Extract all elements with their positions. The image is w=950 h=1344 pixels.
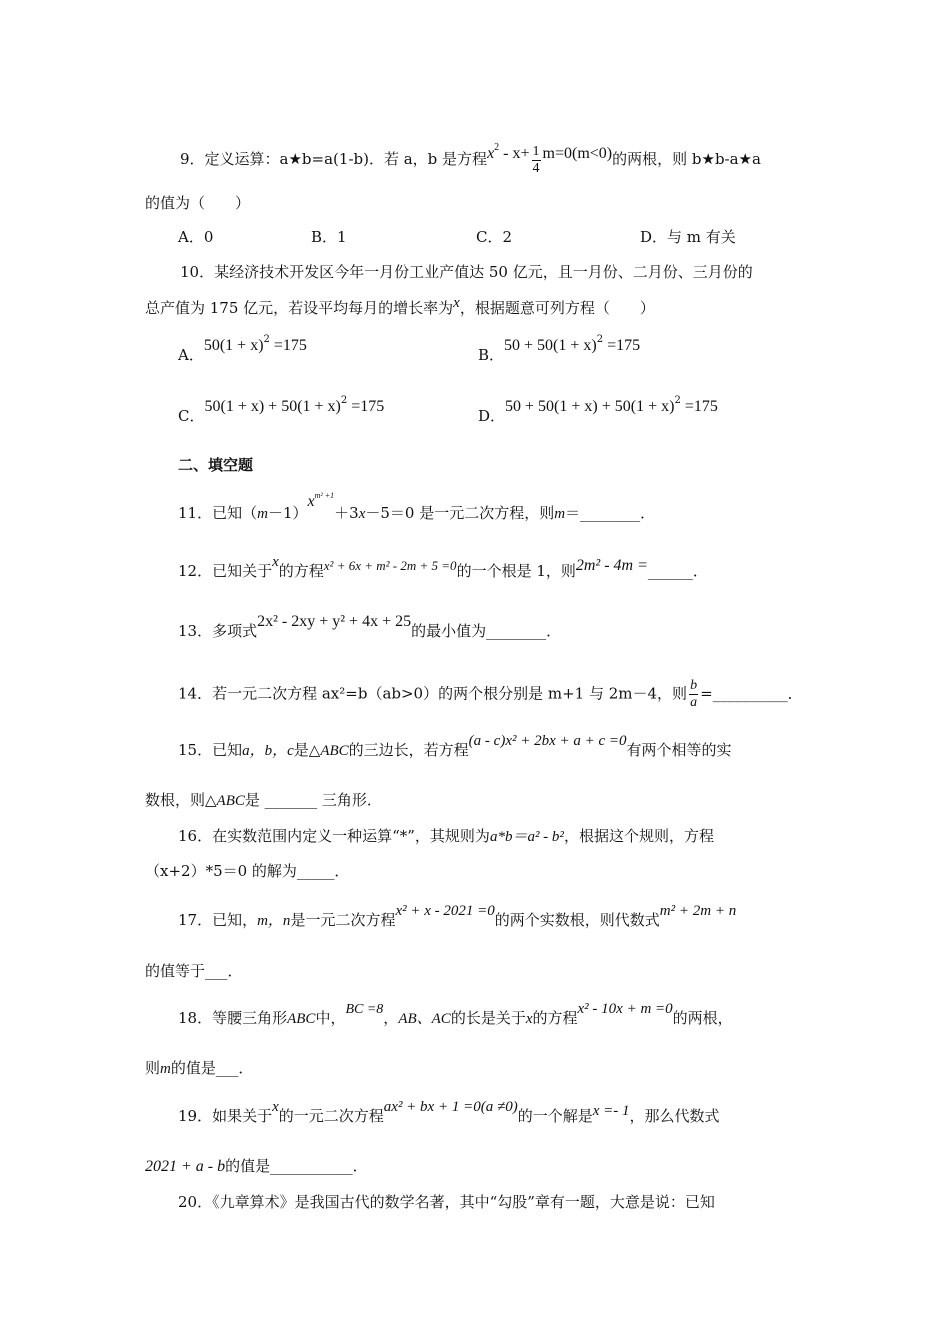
q10-line1: 10．某经济技术开发区今年一月份工业产值达 50 亿元，且一月份、二月份、三月份的 <box>180 263 753 281</box>
q19-line2: 2021 + a - b的值是___________． <box>145 1157 368 1175</box>
q17-line2: 的值等于___． <box>145 962 243 980</box>
q15-line1: 15．已知a，b，c是△ABC的三边长，若方程(a - c)x² + 2bx + a + c =0有两个相等的实 <box>178 733 732 759</box>
q15-line2: 数根，则△ABC是 _______ 三角形． <box>145 791 382 809</box>
q10-option-b: B．$50 + 50(1 + x)^2 =175$ <box>478 334 641 364</box>
q13-line: 13．多项式2x² - 2xy + y² + 4x + 25的最小值为________． <box>178 613 562 640</box>
q9-equation: $x^2 - x+$ $\frac{1}{4}$ m=0(m<0) <box>487 142 613 176</box>
q20-line1: 20．《九章算术》是我国古代的数学名著，其中“勾股”章有一题，大意是说：已知 <box>178 1193 715 1211</box>
q9-line2: 的值为（ ） <box>145 194 251 212</box>
q10-option-a: A．$50(1 + x)^2 =175$ <box>178 334 307 364</box>
q9-option-c: C．2 <box>476 228 513 246</box>
q9-fraction: $\frac{1}{4}$ <box>532 144 540 176</box>
q9-option-b: B．1 <box>311 228 347 246</box>
q9-line1: 9．定义运算：a★b=a(1-b)．若 a，b 是方程$x^2 - x+$ $\frac{1}{4}$ m=0(m<0)的两根，则 b★b-a★a <box>180 142 761 176</box>
q14-fraction: $\frac{b}{a}$ <box>690 678 698 710</box>
q19-line1: 19．如果关于x的一元二次方程ax² + bx + 1 =0(a ≠0)的一个解是x =- 1，那么代数式 <box>178 1099 720 1125</box>
q17-line1: 17．已知，m，n是一元二次方程x² + x - 2021 =0的两个实数根，则代数式m² + 2m + n <box>178 903 737 929</box>
q18-line1: 18．等腰三角形ABC中，BC =8，AB、AC的长是关于x的方程x² - 10x + m =0的两根， <box>178 1001 733 1027</box>
q10-option-d: D．$50 + 50(1 + x) + 50(1 + x)^2 =175$ <box>478 395 718 425</box>
q10-option-c: C．$50(1 + x) + 50(1 + x)^2 =175$ <box>178 395 385 425</box>
q12-line: 12．已知关于x的方程x² + 6x + m² - 2m + 5 =0的一个根是 1，则2m² - 4m =______． <box>178 554 708 580</box>
q9-option-d: D．与 m 有关 <box>640 228 736 246</box>
q11-line: 11．已知$(m-1)x^{m^2 +1}+3x-5=0$ 是一元二次方程，则m＝________． <box>178 491 656 522</box>
q18-line2: 则m的值是___． <box>145 1059 254 1077</box>
q10-line2: 总产值为 175 亿元，若设平均每月的增长率为x，根据题意可列方程（ ） <box>145 295 655 317</box>
q9-option-a: A．0 <box>178 228 214 246</box>
q16-line1: 16．在实数范围内定义一种运算“*”，其规则为a*b＝a² - b²，根据这个规则，方程 <box>178 827 714 845</box>
section-heading: 二、填空题 <box>178 456 254 474</box>
q14-line: 14．若一元二次方程 ax²=b（ab>0）的两个根分别是 m+1 与 2m－4，则 $\frac{b}{a}$ =__________． <box>178 678 803 710</box>
q16-line2: （x+2）*5＝0 的解为_____． <box>145 862 350 880</box>
